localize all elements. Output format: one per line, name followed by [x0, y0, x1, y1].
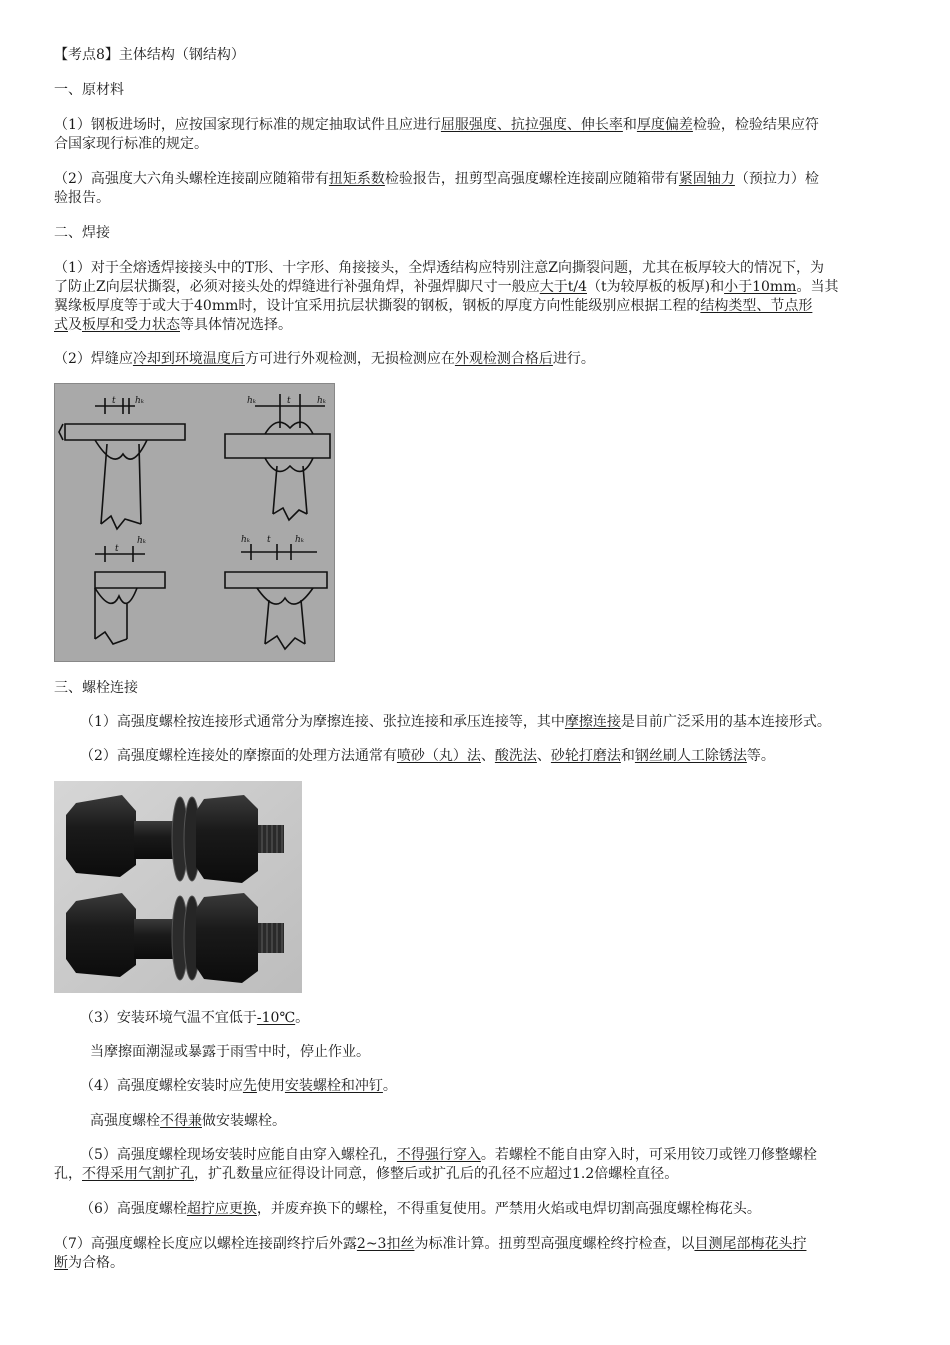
text: ，并废弃换下的螺栓，不得重复使用。严禁用火焰或电焊切割高强度螺栓梅花头。	[256, 1201, 761, 1217]
weld-bead	[265, 422, 313, 434]
bolt-lower	[66, 893, 284, 983]
break-mark	[101, 516, 141, 529]
text: （2）高强度大六角头螺栓连接副应随箱带有	[54, 171, 329, 187]
paragraph-wet-surface: 当摩擦面潮湿或暴露于雨雪中时，停止作业。	[90, 1044, 370, 1060]
text: （1）高强度螺栓按连接形式通常分为摩擦连接、张拉连接和承压连接等，其中	[80, 714, 565, 730]
paragraph-steel-plate-line2: 合国家现行标准的规定。	[54, 136, 208, 152]
paragraph-install-temperature	[80, 1009, 309, 1027]
text: （1）钢板进场时，应按国家现行标准的规定抽取试件且应进行	[54, 117, 441, 133]
underlined-term: 不得强行穿入	[396, 1147, 481, 1163]
text: 、	[536, 748, 551, 764]
text: 为合格。	[68, 1255, 124, 1271]
label-hk: hₖ	[135, 396, 145, 406]
dimension-line	[241, 544, 317, 560]
underlined-term: 冷却到环境温度后	[132, 351, 245, 367]
text: （5）高强度螺栓现场安装时应能自由穿入螺栓孔，	[80, 1147, 397, 1163]
dimension-line	[95, 546, 145, 562]
text: 检验，检验结果应符	[692, 117, 819, 133]
label-hk: hₖ	[247, 396, 257, 406]
label-hk: hₖ	[295, 535, 305, 545]
underlined-term: 断	[54, 1255, 68, 1271]
text: （t为较厚板的板厚)和	[586, 279, 725, 295]
text: 及	[68, 317, 82, 333]
text: （6）高强度螺栓	[80, 1201, 187, 1217]
text: 检验报告，扭剪型高强度螺栓连接副应随箱带有	[384, 171, 679, 187]
text: 为标准计算。扭剪型高强度螺栓终拧检查，以	[414, 1236, 695, 1252]
text: 和	[620, 748, 635, 764]
paragraph-weld-inspection	[54, 350, 595, 368]
label-t: t	[287, 396, 291, 406]
underlined-term: 小于10mm	[724, 279, 797, 295]
text: 等具体情况选择。	[180, 317, 292, 333]
section-heading-bolt-connection: 三、螺栓连接	[54, 680, 138, 696]
break-mark	[265, 636, 305, 649]
text: 。当其	[796, 279, 839, 295]
text: 和	[622, 117, 637, 133]
underlined-term: 砂轮打磨法	[550, 748, 621, 764]
text: 做安装螺栓。	[202, 1113, 286, 1129]
underlined-term: 扭矩系数	[328, 171, 385, 187]
text: 是目前广泛采用的基本连接形式。	[620, 714, 831, 730]
plate	[65, 424, 185, 440]
section-heading-welding: 二、焊接	[54, 225, 110, 241]
text: 。	[295, 1010, 310, 1026]
page-title: 【考点8】主体结构（钢结构）	[54, 47, 245, 63]
paragraph-bolt-length-line1	[54, 1235, 806, 1253]
paragraph-over-tighten	[80, 1200, 761, 1218]
text: 孔，	[54, 1166, 82, 1182]
weld-joint-svg	[55, 384, 334, 661]
text: 了防止Z向层状撕裂，必须对接头处的焊缝进行补强角焊，补强焊脚尺寸一般应	[54, 279, 540, 295]
break-mark	[95, 632, 127, 644]
underlined-term: 钢丝刷人工除锈法	[634, 748, 747, 764]
text: （7）高强度螺栓长度应以螺栓连接副终拧后外露	[54, 1236, 357, 1252]
break-mark	[273, 508, 307, 520]
underlined-term: 板厚和受力状态	[82, 317, 180, 333]
paragraph-bolt-report-line1	[54, 170, 819, 188]
plate	[95, 572, 165, 588]
weld-bead	[265, 458, 313, 471]
section-heading-materials: 一、原材料	[54, 82, 124, 98]
text: （2）高强度螺栓连接处的摩擦面的处理方法通常有	[80, 748, 397, 764]
paragraph-weld-line3	[54, 297, 812, 315]
paragraph-weld-line2	[54, 278, 838, 296]
web	[273, 466, 307, 514]
text: （3）安装环境气温不宜低于	[80, 1010, 257, 1026]
weld-bead	[95, 588, 137, 603]
underlined-term: 不得兼	[160, 1113, 202, 1129]
label-hk: hₖ	[241, 535, 251, 545]
paragraph-bolt-types	[80, 713, 831, 731]
text: （2）焊缝应	[54, 351, 133, 367]
bolt-photo	[54, 781, 302, 993]
underlined-term: 酸洗法	[494, 748, 537, 764]
paragraph-bolt-report-line2: 验报告。	[54, 190, 110, 206]
underlined-term: 目测尾部梅花头拧	[694, 1236, 807, 1252]
paragraph-weld-line4	[54, 316, 292, 334]
underlined-term: 超拧应更换	[186, 1201, 257, 1217]
underlined-term: 大于t/4	[539, 279, 587, 295]
bolt-upper	[66, 795, 284, 883]
underlined-term: 外观检测合格后	[454, 351, 553, 367]
text: 进行。	[552, 351, 595, 367]
text: 翼缘板厚度等于或大于40mm时，设计宜采用抗层状撕裂的钢板，钢板的厚度方向性能级别应根据工程的	[54, 298, 701, 314]
weld-bead	[257, 588, 313, 604]
weld-joint-diagram	[54, 383, 335, 662]
underlined-term: 安装螺栓和冲钉	[284, 1078, 383, 1094]
text: 、	[480, 748, 495, 764]
underlined-term: 式	[54, 317, 68, 333]
underlined-term: 摩擦连接	[564, 714, 621, 730]
paragraph-bolt-hole-line2	[54, 1165, 678, 1183]
text: 方可进行外观检测，无损检测应在	[244, 351, 455, 367]
label-t: t	[112, 396, 116, 406]
underlined-term: -10℃	[256, 1010, 296, 1026]
underlined-term: 屈服强度、抗拉强度、伸长率	[440, 117, 623, 133]
text: （4）高强度螺栓安装时应	[80, 1078, 243, 1094]
underlined-term: 先	[242, 1078, 257, 1094]
text: ，扩孔数量应征得设计同意，修整后或扩孔后的孔径不应超过1.2倍螺栓直径。	[194, 1166, 679, 1182]
paragraph-steel-plate-line1	[54, 116, 819, 134]
underlined-term: 喷砂（丸）法	[396, 748, 481, 764]
label-hk: hₖ	[137, 536, 147, 546]
text: 。	[382, 1078, 397, 1094]
underlined-term: 2~3扣丝	[356, 1236, 415, 1252]
underlined-term: 结构类型、节点形	[700, 298, 813, 314]
plate	[225, 572, 327, 588]
text: 。若螺栓不能自由穿入时，可采用铰刀或锉刀修整螺栓	[480, 1147, 817, 1163]
paragraph-bolt-hole-line1	[80, 1146, 817, 1164]
paragraph-install-order	[80, 1077, 397, 1095]
break-mark	[59, 424, 63, 440]
text: 等。	[746, 748, 775, 764]
paragraph-not-install-bolt	[90, 1112, 286, 1130]
plate	[225, 434, 330, 458]
web	[265, 600, 305, 644]
underlined-term: 紧固轴力	[678, 171, 735, 187]
label-t: t	[115, 544, 119, 554]
label-t: t	[267, 535, 271, 545]
text: 高强度螺栓	[90, 1113, 160, 1129]
bolt-photo-svg	[54, 781, 302, 993]
paragraph-bolt-length-line2	[54, 1254, 124, 1272]
underlined-term: 不得采用气割扩孔	[82, 1166, 194, 1182]
label-hk: hₖ	[317, 396, 327, 406]
paragraph-weld-line1: （1）对于全熔透焊接接头中的T形、十字形、角接接头，全焊透结构应特别注意Z向撕裂问题，尤其在板厚较大的情况下，为	[54, 260, 824, 276]
underlined-term: 厚度偏差	[636, 117, 693, 133]
text: （预拉力）检	[734, 171, 819, 187]
paragraph-friction-surface	[80, 747, 775, 765]
text: 使用	[256, 1078, 285, 1094]
